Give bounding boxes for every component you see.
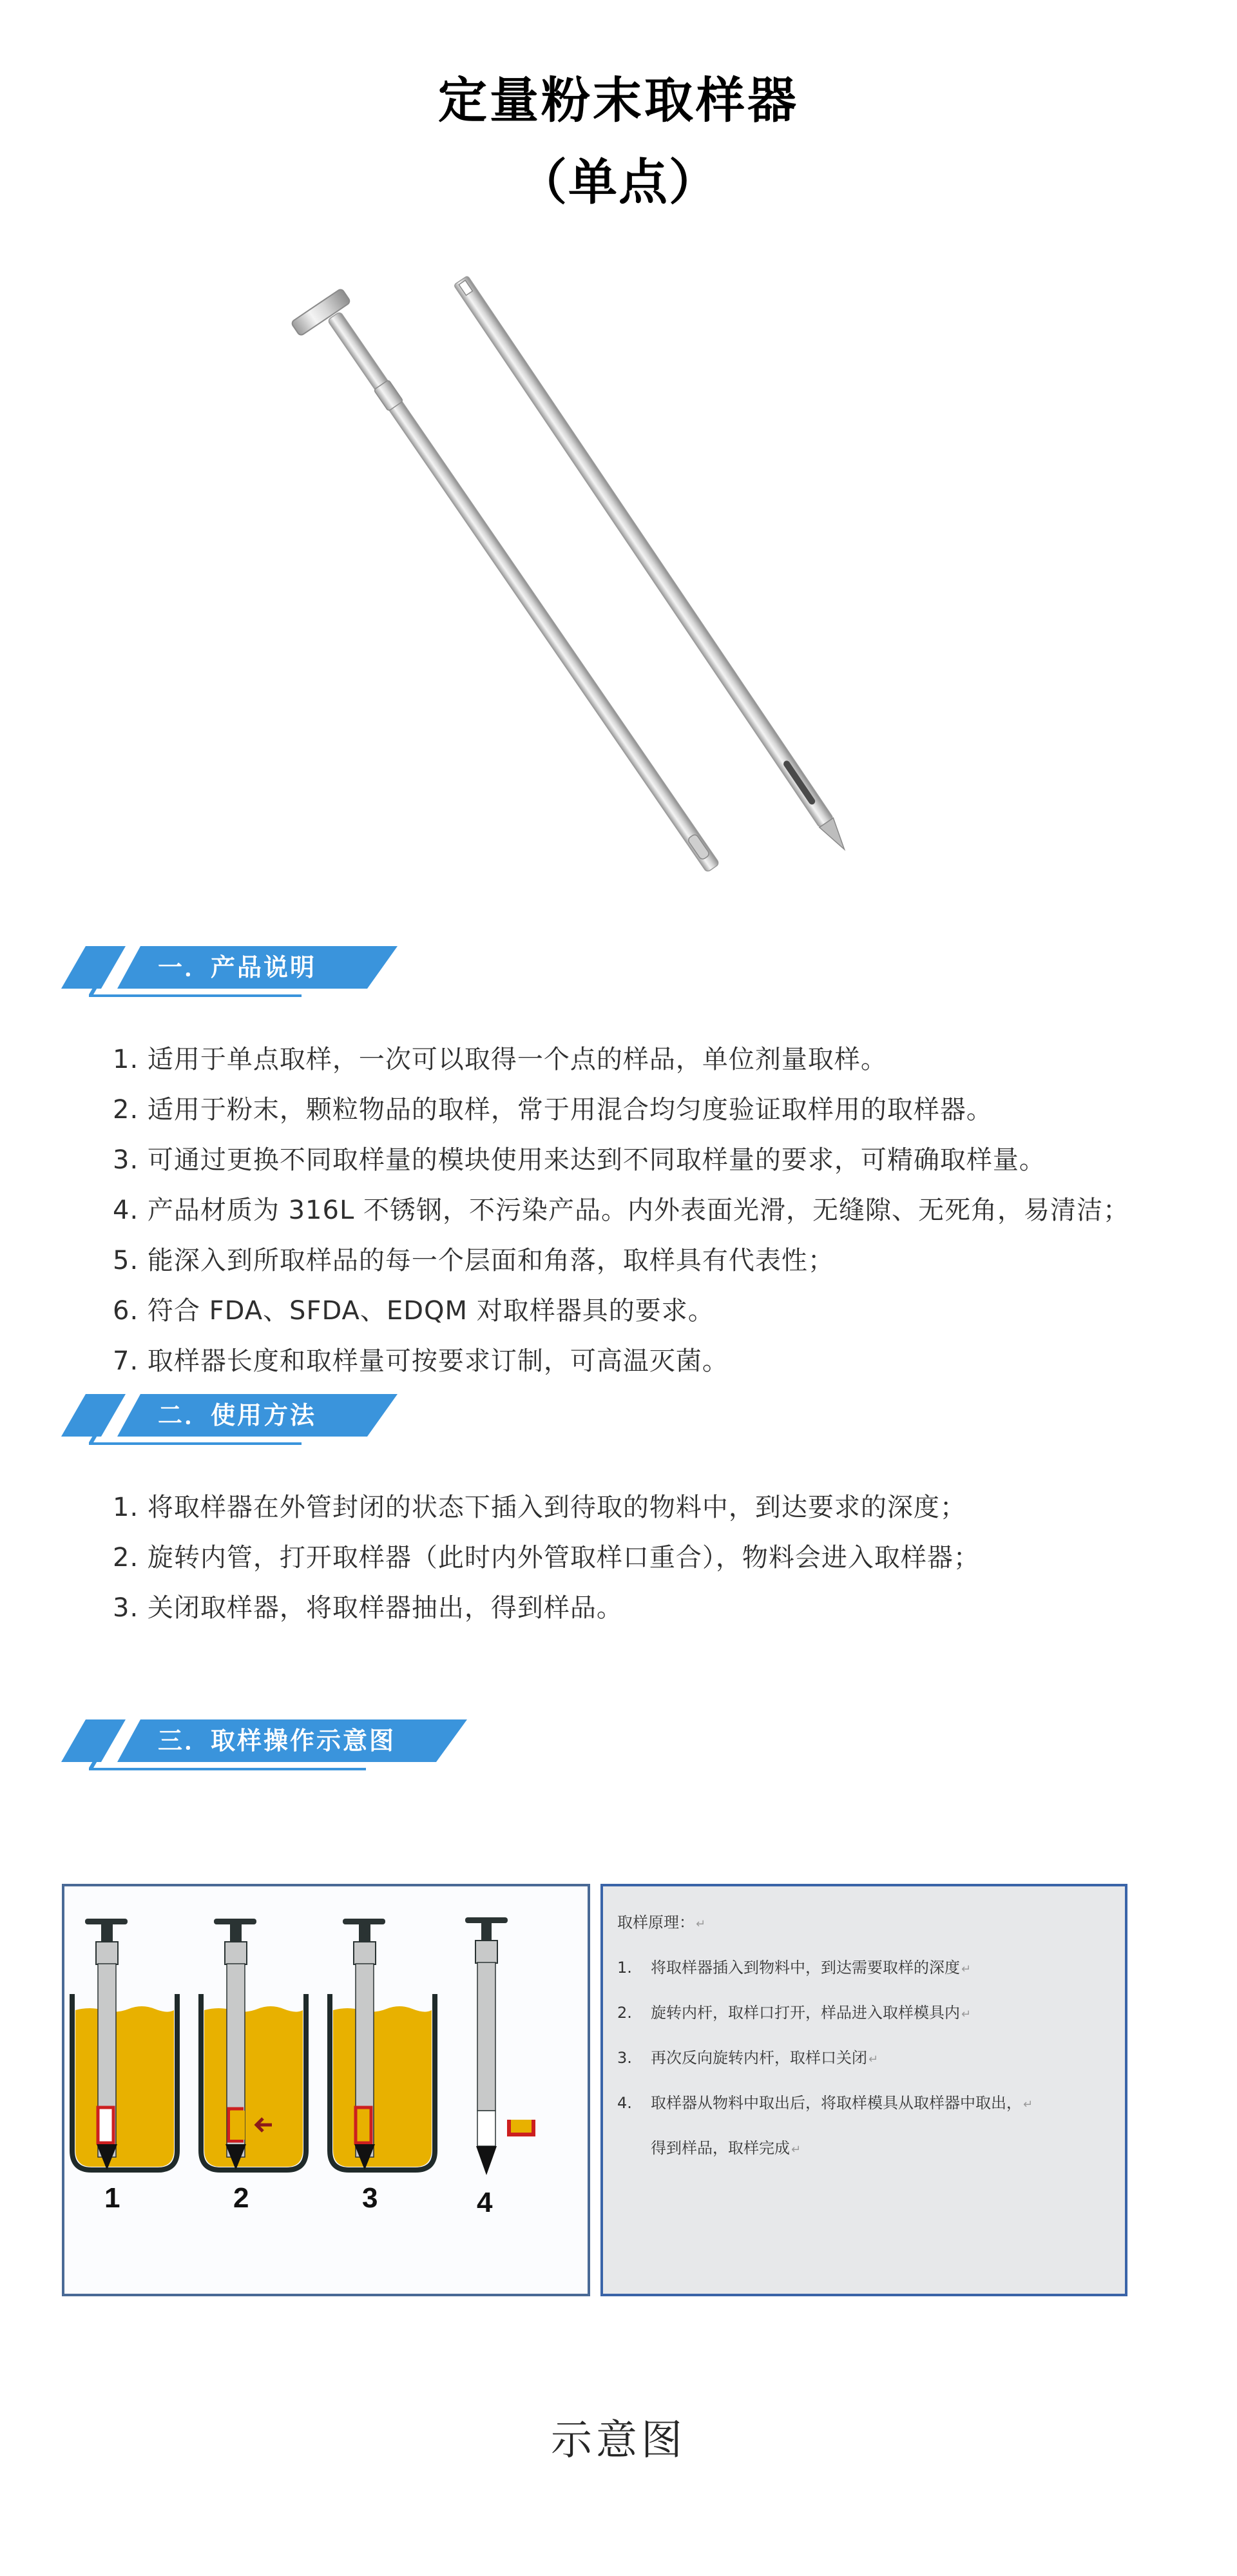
list-item: 7. 取样器长度和取样量可按要求订制，可高温灭菌。 — [113, 1346, 729, 1376]
list-item: 6. 符合 FDA、SFDA、EDQM 对取样器具的要求。 — [113, 1296, 714, 1326]
list-item: 4. 产品材质为 316L 不锈钢，不污染产品。内外表面光滑，无缝隙、无死角，易清洁； — [113, 1196, 1129, 1225]
svg-text:2: 2 — [233, 2182, 249, 2214]
list-item: 3. 可通过更换不同取样量的模块使用来达到不同取样量的要求，可精确取样量。 — [113, 1145, 1046, 1175]
step-4-illustration — [465, 1917, 533, 2218]
section-title: 一．产品说明 — [158, 953, 317, 982]
section-header-usage — [61, 1394, 448, 1452]
principle-item: 3. 再次反向旋转内杆，取样口关闭 ↵ — [617, 2049, 879, 2067]
product-description-list — [113, 1034, 1129, 1386]
svg-text:1: 1 — [104, 2182, 120, 2214]
step-1-illustration — [72, 1919, 177, 2214]
sampling-principle-panel — [600, 1884, 1127, 2296]
section-title: 三．取样操作示意图 — [158, 1727, 396, 1755]
principle-item: 2. 旋转内杆，取样口打开，样品进入取样模具内 ↵ — [617, 2004, 972, 2022]
usage-list — [113, 1482, 980, 1633]
principle-item: 4. 取样器从物料中取出后，将取样模具从取样器中取出， ↵ — [617, 2094, 1033, 2112]
sampling-steps-illustration — [64, 1886, 588, 2294]
diagram-caption: 示意图 — [551, 2417, 686, 2465]
svg-text:3: 3 — [362, 2182, 378, 2214]
list-item: 5. 能深入到所取样品的每一个层面和角落，取样具有代表性； — [113, 1246, 834, 1275]
list-item: 1. 将取样器在外管封闭的状态下插入到待取的物料中，到达要求的深度； — [113, 1493, 966, 1522]
section-header-diagram — [61, 1719, 512, 1777]
page-title: 定量粉末取样器 — [438, 72, 799, 129]
section-title: 二．使用方法 — [158, 1401, 317, 1429]
step-2-illustration — [201, 1919, 306, 2214]
list-item: 3. 关闭取样器，将取样器抽出，得到样品。 — [113, 1593, 623, 1623]
sampler-rods-image — [258, 245, 1031, 889]
list-item: 2. 旋转内管，打开取样器（此时内外管取样口重合），物料会进入取样器； — [113, 1543, 980, 1573]
section-header-product-description — [61, 946, 448, 1004]
principle-item-continuation: 得到样品，取样完成 ↵ — [651, 2139, 801, 2157]
principle-item: 1. 将取样器插入到物料中，到达需要取样的深度 ↵ — [617, 1959, 972, 1977]
sampling-illustration-panel — [62, 1884, 590, 2296]
list-item: 2. 适用于粉末，颗粒物品的取样，常于用混合均匀度验证取样用的取样器。 — [113, 1095, 993, 1125]
list-item: 1. 适用于单点取样，一次可以取得一个点的样品，单位剂量取样。 — [113, 1045, 887, 1074]
step-3-illustration — [330, 1919, 435, 2214]
page-subtitle: （单点） — [518, 153, 719, 211]
principle-title: 取样原理： ↵ — [617, 1913, 706, 1932]
svg-text:4: 4 — [477, 2187, 493, 2218]
product-photo — [258, 245, 1031, 889]
